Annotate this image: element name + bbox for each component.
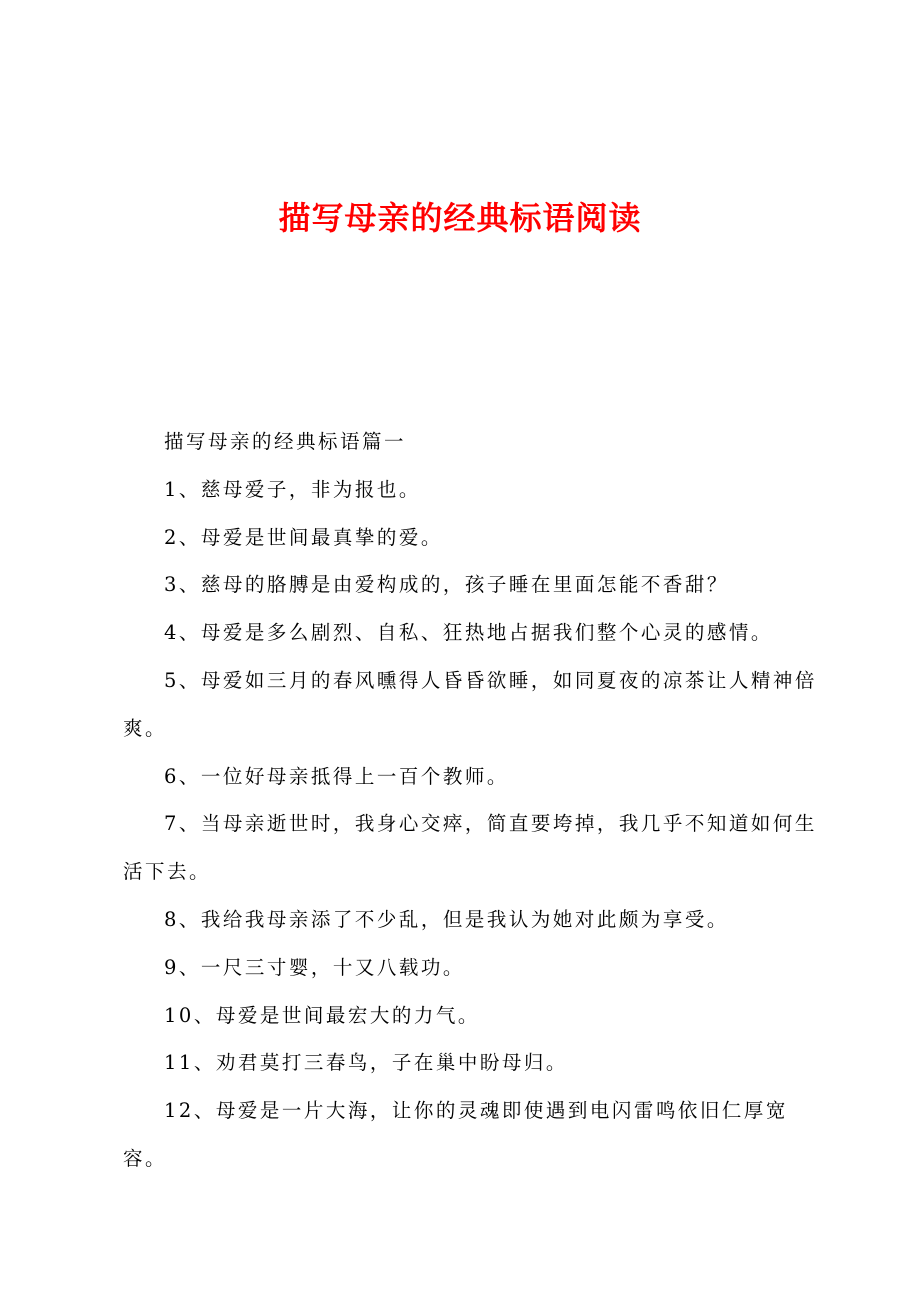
list-item: 8、我给我母亲添了不少乱，但是我认为她对此颇为享受。 — [164, 907, 729, 931]
list-item: 2、母爱是世间最真挚的爱。 — [164, 525, 443, 549]
document-title: 描写母亲的经典标语阅读 — [278, 199, 642, 237]
list-item: 1、慈母爱子，非为报也。 — [164, 477, 421, 501]
section-heading: 描写母亲的经典标语篇一 — [164, 430, 407, 453]
list-item: 7、当母亲逝世时，我身心交瘁，简直要垮掉，我几乎不知道如何生活下去。 — [123, 812, 817, 884]
list-item: 5、母爱如三月的春风曛得人昏昏欲睡，如同夏夜的凉茶让人精神倍爽。 — [123, 668, 817, 740]
document-body — [123, 418, 823, 1183]
list-item: 11、劝君莫打三春鸟，子在巢中盼母归。 — [164, 1051, 568, 1075]
list-item: 4、母爱是多么剧烈、自私、狂热地占据我们整个心灵的感情。 — [164, 621, 773, 645]
list-item: 3、慈母的胳膊是由爱构成的，孩子睡在里面怎能不香甜？ — [164, 573, 729, 597]
list-item: 6、一位好母亲抵得上一百个教师。 — [164, 764, 509, 788]
list-item: 12、母爱是一片大海，让你的灵魂即使遇到电闪雷鸣依旧仁厚宽容。 — [123, 1099, 788, 1170]
list-item: 9、一尺三寸婴，十又八载功。 — [164, 955, 465, 979]
list-item: 10、母爱是世间最宏大的力气。 — [164, 1003, 480, 1027]
